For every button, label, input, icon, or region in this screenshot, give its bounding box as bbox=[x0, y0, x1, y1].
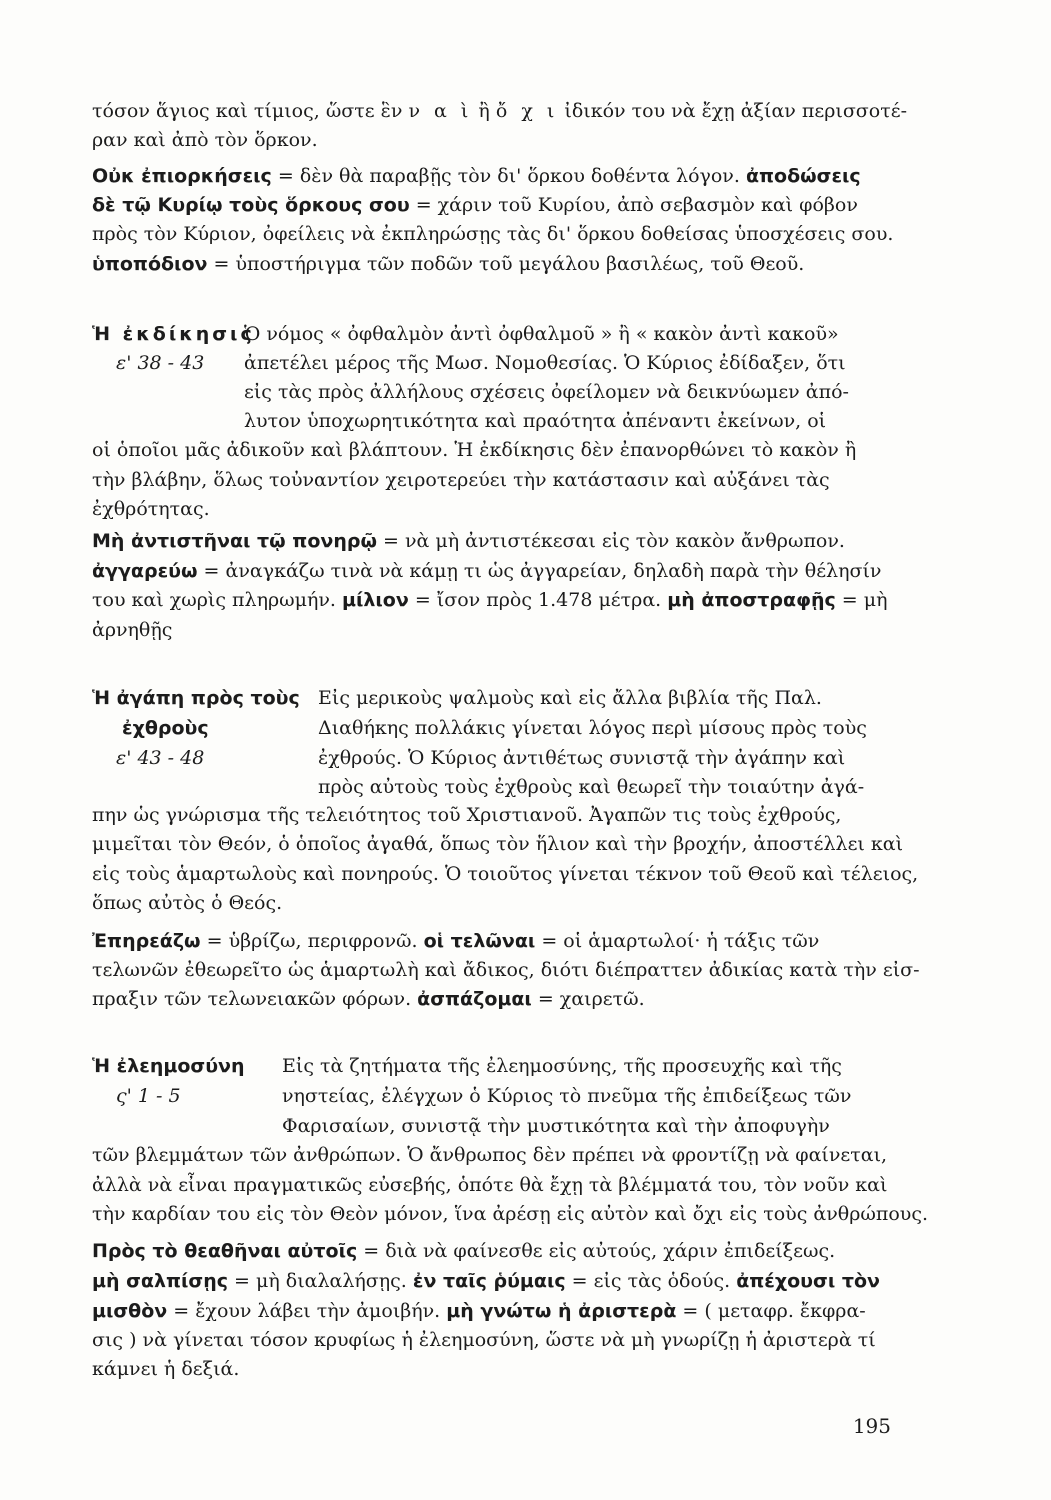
text-segment: τῶν βλεμμάτων τῶν ἀνθρώπων. Ὁ ἄνθρωπος δὲν πρέπει νὰ φροντίζῃ νὰ φαίνεται, bbox=[92, 1144, 888, 1166]
text-segment: νηστείας, ἐλέγχων ὁ Κύριος τὸ πνεῦμα τῆς ἐπιδείξεως τῶν bbox=[282, 1085, 852, 1107]
text-segment: μιμεῖται τὸν Θεόν, ὁ ὁποῖος ἀγαθά, ὅπως τὸν ἥλιον καὶ τὴν βροχήν, ἀποστέλλει καὶ bbox=[92, 833, 904, 855]
bold-term: ὑποπόδιον bbox=[92, 253, 208, 275]
text-line bbox=[92, 861, 918, 887]
text-segment: τὴν καρδίαν του εἰς τὸν Θεὸν μόνον, ἵνα ἀρέσῃ εἰς αὐτὸν καὶ ὄχι εἰς τοὺς ἀνθρώπους. bbox=[92, 1203, 929, 1225]
bold-term: ἀγγαρεύω bbox=[92, 560, 198, 582]
text-line bbox=[92, 163, 861, 189]
text-line bbox=[92, 1356, 239, 1382]
text-segment: ἀπετέλει μέρος τῆς Μωσ. Νομοθεσίας. Ὁ Κύριος ἐδίδαξεν, ὅτι bbox=[244, 352, 846, 374]
bold-term: μὴ γνώτω ἡ ἀριστερὰ bbox=[446, 1300, 677, 1322]
text-segment: Ὁ νόμος « ὀφθαλμὸν ἀντὶ ὀφθαλμοῦ » ἢ « κακὸν ἀντὶ κακοῦ» bbox=[244, 323, 839, 345]
sidenote-title: Ἡ ἀγάπη πρὸς τοὺς bbox=[92, 687, 300, 709]
text-line bbox=[92, 617, 172, 643]
bold-term: ἀποδώσεις bbox=[745, 165, 861, 187]
sidenote-reference: ε' 43 - 48 bbox=[116, 747, 205, 769]
bold-term: Πρὸς τὸ θεαθῆναι αὐτοῖς bbox=[92, 1240, 358, 1262]
text-line bbox=[92, 251, 804, 277]
text-line bbox=[318, 745, 845, 771]
text-line bbox=[244, 408, 826, 434]
text-line bbox=[92, 192, 858, 218]
text-line bbox=[92, 957, 920, 983]
text-segment: ἐχθρούς. Ὁ Κύριος ἀντιθέτως συνιστᾷ τὴν ἀγάπην καὶ bbox=[318, 747, 846, 769]
text-line bbox=[92, 221, 893, 247]
text-segment: οἱ ὁποῖοι μᾶς ἀδικοῦν καὶ βλάπτουν. Ἡ ἐκδίκησις δὲν ἐπανορθώνει τὸ κακὸν ἢ bbox=[92, 439, 857, 461]
sidenote-title: Ἡ ἐκδίκησις bbox=[92, 323, 255, 345]
text-line bbox=[92, 986, 645, 1012]
text-segment: ὄ χ ι bbox=[495, 100, 559, 122]
text-line bbox=[282, 1113, 830, 1139]
text-segment: πρὸς τὸν Κύριον, ὀφείλεις νὰ ἐκπληρώσῃς τὰς δι' ὅρκου δοθείσας ὑποσχέσεις σου. bbox=[92, 223, 894, 245]
text-segment: = εἰς τὰς ὁδούς. bbox=[565, 1270, 737, 1292]
text-line bbox=[92, 437, 856, 463]
text-line bbox=[282, 1053, 842, 1079]
bold-term: δὲ τῷ Κυρίῳ τοὺς ὅρκους σου bbox=[92, 194, 410, 216]
bold-term: Οὐκ ἐπιορκήσεις bbox=[92, 165, 272, 187]
text-segment: = μὴ bbox=[835, 589, 888, 611]
text-segment: λυτον ὑποχωρητικότητα καὶ πραότητα ἀπέναντι ἐκείνων, οἱ bbox=[244, 410, 827, 432]
text-line bbox=[318, 685, 822, 711]
text-segment: = ( μεταφρ. ἔκφρα- bbox=[676, 1300, 866, 1322]
text-line bbox=[92, 1327, 876, 1353]
text-line bbox=[92, 1238, 835, 1264]
text-segment: Εἰς τὰ ζητήματα τῆς ἐλεημοσύνης, τῆς προσευχῆς καὶ τῆς bbox=[282, 1055, 842, 1077]
text-line bbox=[244, 379, 849, 405]
text-segment: = διὰ νὰ φαίνεσθε εἰς αὐτούς, χάριν ἐπιδείξεως. bbox=[357, 1240, 836, 1262]
bold-term: ἐν ταῖς ῥύμαις bbox=[412, 1270, 566, 1292]
text-segment: ἀλλὰ νὰ εἶναι πραγματικῶς εὐσεβής, ὁπότε θὰ ἔχῃ τὰ βλέμματά του, τὸν νοῦν καὶ bbox=[92, 1174, 888, 1196]
bold-term: οἱ τελῶναι bbox=[423, 930, 536, 952]
text-line bbox=[92, 496, 210, 522]
text-segment: ραν καὶ ἀπὸ τὸν ὅρκον. bbox=[92, 129, 318, 151]
text-segment: πην ὡς γνώρισμα τῆς τελειότητος τοῦ Χριστιανοῦ. Ἀγαπῶν τις τοὺς ἐχθρούς, bbox=[92, 804, 842, 826]
text-segment: ἀρνηθῇς bbox=[92, 619, 173, 641]
text-segment: σις ) νὰ γίνεται τόσον κρυφίως ἡ ἐλεημοσύνη, ὥστε νὰ μὴ γνωρίζῃ ἡ ἀριστερὰ τί bbox=[92, 1329, 876, 1351]
text-segment: πρὸς αὐτοὺς τοὺς ἐχθροὺς καὶ θεωρεῖ τὴν τοιαύτην ἀγά- bbox=[318, 776, 865, 798]
text-segment: εἰς τοὺς ἁμαρτωλοὺς καὶ πονηρούς. Ὁ τοιοῦτος γίνεται τέκνον τοῦ Θεοῦ καὶ τέλειος, bbox=[92, 863, 919, 885]
bold-term: μίλιον bbox=[341, 589, 409, 611]
text-line bbox=[92, 928, 819, 954]
sidenote-title: Ἡ ἐλεημοσύνη bbox=[92, 1055, 245, 1077]
text-line bbox=[318, 715, 867, 741]
text-segment: Διαθήκης πολλάκις γίνεται λόγος περὶ μίσους πρὸς τοὺς bbox=[318, 717, 867, 739]
bold-term: μισθὸν bbox=[92, 1300, 168, 1322]
text-line bbox=[92, 802, 841, 828]
text-segment: ὅπως αὐτὸς ὁ Θεός. bbox=[92, 892, 283, 914]
bold-term: Μὴ ἀντιστῆναι τῷ πονηρῷ bbox=[92, 530, 377, 552]
text-segment: Εἰς μερικοὺς ψαλμοὺς καὶ εἰς ἄλλα βιβλία τῆς Παλ. bbox=[318, 687, 822, 709]
text-segment: κάμνει ἡ δεξιά. bbox=[92, 1358, 240, 1380]
text-line bbox=[92, 1298, 866, 1324]
text-line bbox=[92, 1142, 887, 1168]
text-segment: ν α ὶ bbox=[408, 100, 473, 122]
text-line bbox=[92, 587, 887, 613]
bold-term: ἀπέχουσι τὸν bbox=[736, 1270, 880, 1292]
text-line bbox=[92, 831, 903, 857]
text-line bbox=[92, 127, 318, 153]
text-line bbox=[92, 1201, 928, 1227]
text-line bbox=[92, 1172, 887, 1198]
text-segment: = οἱ ἁμαρτωλοί· ἡ τάξις τῶν bbox=[535, 930, 820, 952]
text-line bbox=[92, 98, 907, 124]
text-line bbox=[92, 528, 845, 554]
text-line bbox=[92, 558, 881, 584]
text-line bbox=[92, 890, 282, 916]
text-segment: = ἔχουν λάβει τὴν ἀμοιβήν. bbox=[167, 1300, 447, 1322]
text-segment: ἰδικόν του νὰ ἔχῃ ἀξίαν περισσοτέ- bbox=[558, 100, 907, 122]
text-line bbox=[282, 1083, 851, 1109]
text-line bbox=[244, 350, 846, 376]
bold-term: Ἐπηρεάζω bbox=[92, 930, 201, 952]
text-segment: τὴν βλάβην, ὅλως τοὐναντίον χειροτερεύει τὴν κατάστασιν καὶ αὐξάνει τὰς bbox=[92, 469, 830, 491]
sidenote-reference: ε' 38 - 43 bbox=[116, 352, 205, 374]
bold-term: μὴ σαλπίσῃς bbox=[92, 1270, 229, 1292]
text-segment: τελωνῶν ἐθεωρεῖτο ὡς ἁμαρτωλὴ καὶ ἄδικος, διότι διέπραττεν ἀδικίας κατὰ τὴν εἰσ- bbox=[92, 959, 920, 981]
page-number: 195 bbox=[852, 1414, 891, 1438]
bold-term: ἀσπάζομαι bbox=[417, 988, 532, 1010]
text-segment: τόσον ἅγιος καὶ τίμιος, ὥστε ἓν bbox=[92, 100, 409, 122]
text-line bbox=[92, 467, 830, 493]
sidenote-title-cont: ἐχθροὺς bbox=[122, 717, 209, 739]
text-segment: Φαρισαίων, συνιστᾷ τὴν μυστικότητα καὶ τὴν ἀποφυγὴν bbox=[282, 1115, 830, 1137]
text-segment: εἰς τὰς πρὸς ἀλλήλους σχέσεις ὀφείλομεν νὰ δεικνύωμεν ἀπό- bbox=[244, 381, 849, 403]
sidenote-reference: ς' 1 - 5 bbox=[116, 1085, 181, 1107]
text-segment: = δὲν θὰ παραβῇς τὸν δι' ὅρκου δοθέντα λόγον. bbox=[271, 165, 746, 187]
text-segment: ἐχθρότητας. bbox=[92, 498, 210, 520]
text-segment: πραξιν τῶν τελωνειακῶν φόρων. bbox=[92, 988, 418, 1010]
text-segment: = μὴ διαλαλήσῃς. bbox=[228, 1270, 413, 1292]
text-line bbox=[92, 1268, 880, 1294]
text-segment: = χάριν τοῦ Κυρίου, ἀπὸ σεβασμὸν καὶ φόβον bbox=[409, 194, 858, 216]
text-line bbox=[244, 321, 839, 347]
text-segment: ἢ bbox=[472, 100, 496, 122]
text-segment: = ἴσον πρὸς 1.478 μέτρα. bbox=[408, 589, 668, 611]
text-segment: = χαιρετῶ. bbox=[531, 988, 645, 1010]
text-segment: = ὑβρίζω, περιφρονῶ. bbox=[200, 930, 424, 952]
text-segment: του καὶ χωρὶς πληρωμήν. bbox=[92, 589, 342, 611]
text-segment: = νὰ μὴ ἀντιστέκεσαι εἰς τὸν κακὸν ἄνθρωπον. bbox=[376, 530, 845, 552]
text-segment: = ἀναγκάζω τινὰ νὰ κάμῃ τι ὡς ἀγγαρείαν, δηλαδὴ παρὰ τὴν θέλησίν bbox=[197, 560, 882, 582]
bold-term: μὴ ἀποστραφῇς bbox=[667, 589, 836, 611]
text-line bbox=[318, 774, 864, 800]
text-segment: = ὑποστήριγμα τῶν ποδῶν τοῦ μεγάλου βασιλέως, τοῦ Θεοῦ. bbox=[207, 253, 805, 275]
